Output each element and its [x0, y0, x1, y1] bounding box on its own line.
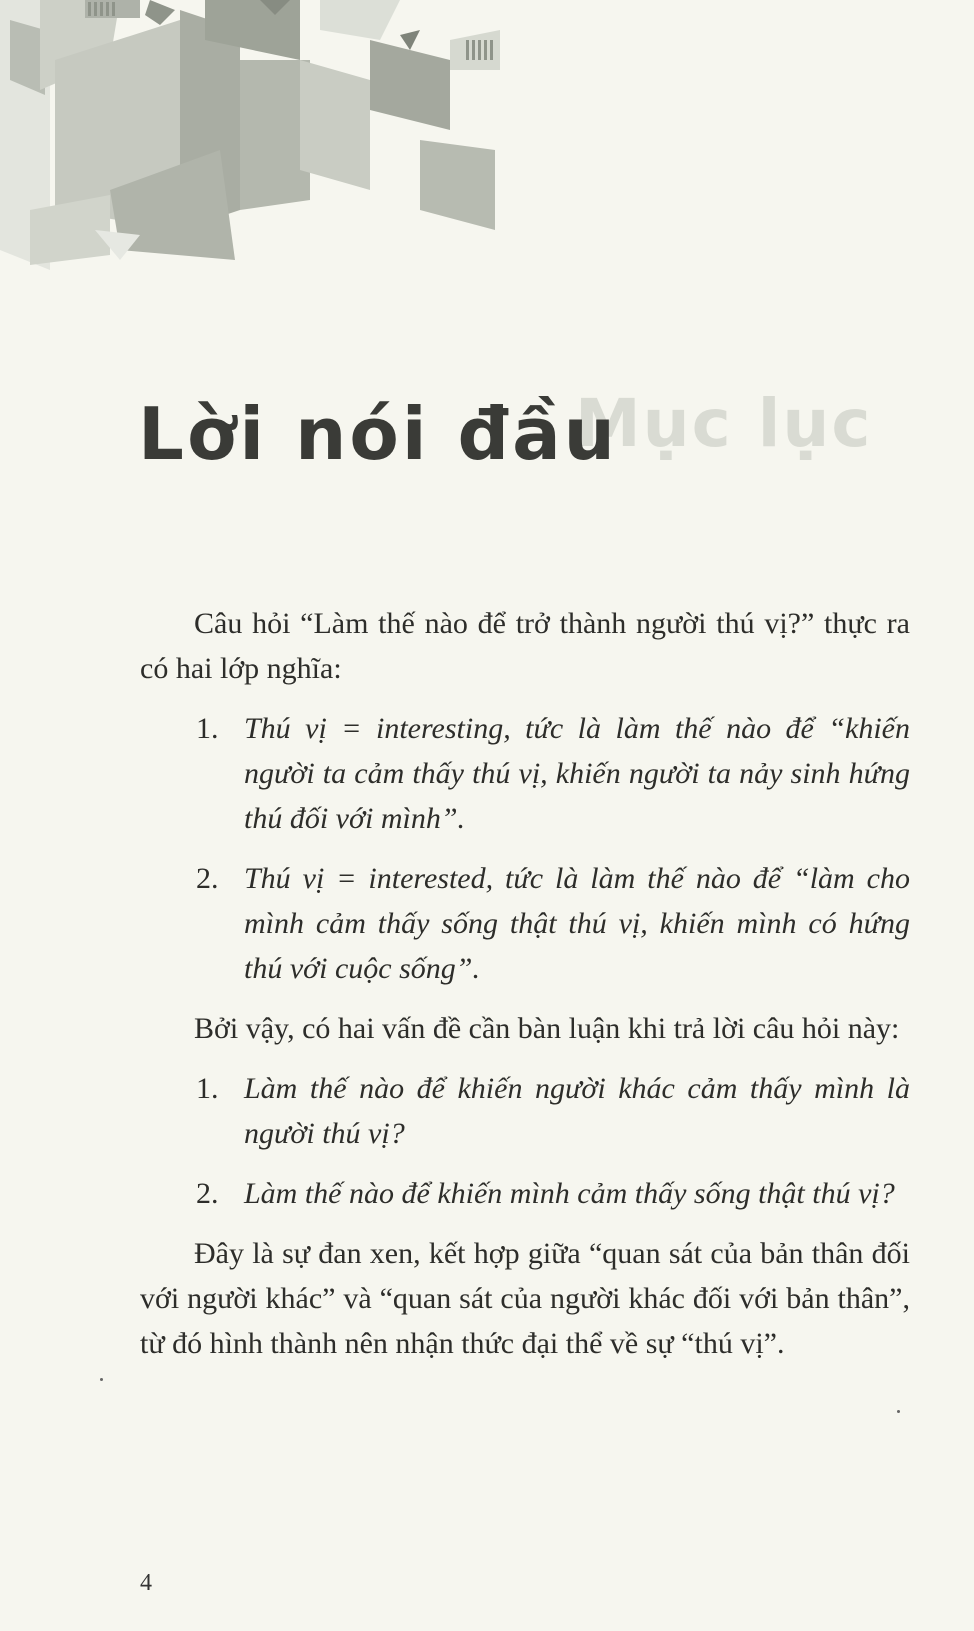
- list-item-number: 1.: [196, 712, 219, 745]
- list-item: [140, 1171, 910, 1216]
- paragraph-1: Câu hỏi “Làm thế nào để trở thành người thú vị?” thực ra có hai lớp nghĩa:: [140, 607, 910, 685]
- bleed-through-heading: Mục lục: [575, 385, 873, 462]
- meaning-list: [140, 706, 910, 991]
- print-speck: [897, 1410, 900, 1413]
- list-item-text: Thú vị = interesting, tức là làm thế nào để “khiến người ta cảm thấy thú vị, khiến người ta nảy sinh hứng thú đối với mình”.: [244, 712, 910, 835]
- decor-shapes: [0, 0, 500, 270]
- list-item-number: 2.: [196, 862, 219, 895]
- preface-body: [140, 601, 910, 1381]
- list-item-number: 1.: [196, 1072, 219, 1105]
- list-item: [140, 706, 910, 841]
- list-item-text: Làm thế nào để khiến mình cảm thấy sống thật thú vị?: [244, 1177, 895, 1210]
- page-title: Lời nói đầu: [138, 392, 618, 476]
- page-number: 4: [140, 1570, 152, 1596]
- paragraph-3: Đây là sự đan xen, kết hợp giữa “quan sát của bản thân đối với người khác” và “quan sát của người khác đối với bản thân”, từ đó hình thành nên nhận thức đại thể về sự “thú vị”.: [140, 1237, 910, 1360]
- list-item: [140, 856, 910, 991]
- print-speck: [100, 1378, 103, 1381]
- geometric-header-decoration: [0, 0, 520, 290]
- list-item: [140, 1066, 910, 1156]
- paragraph-2: Bởi vậy, có hai vấn đề cần bàn luận khi trả lời câu hỏi này:: [194, 1012, 900, 1045]
- list-item-number: 2.: [196, 1177, 219, 1210]
- question-list: [140, 1066, 910, 1216]
- list-item-text: Thú vị = interested, tức là làm thế nào để “làm cho mình cảm thấy sống thật thú vị, khiến mình có hứng thú với cuộc sống”.: [244, 862, 910, 985]
- list-item-text: Làm thế nào để khiến người khác cảm thấy mình là người thú vị?: [244, 1072, 910, 1150]
